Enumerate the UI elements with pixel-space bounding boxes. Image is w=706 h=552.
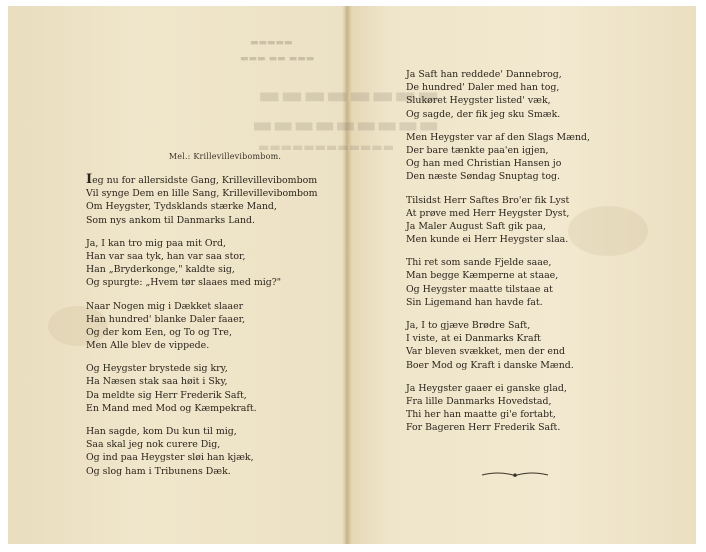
stanza-gap xyxy=(406,184,590,194)
stanza-gap xyxy=(86,290,318,300)
verse-line: Men kunde ei Herr Heygster slaa. xyxy=(406,234,569,246)
verse-line: At prøve med Herr Heygster Dyst, xyxy=(406,207,570,219)
verse-line: Han sagde, kom Du kun til mig, xyxy=(86,426,237,437)
stanza-gap xyxy=(406,246,590,256)
verse-line: Og sagde, der fik jeg sku Smæk. xyxy=(406,108,561,120)
stanza-gap xyxy=(406,121,590,131)
verse-line: Og ind paa Heygster sløi han kjæk, xyxy=(86,452,254,464)
verse-line: Og der kom Een, og To og Tre, xyxy=(86,326,232,338)
verse-line: Vil synge Dem en lille Sang, Krillevillevibombom xyxy=(86,188,318,200)
bleed-through-mark: ▬▬▬ ▬▬ ▬▬▬ xyxy=(240,54,315,64)
verse-line: Han var saa tyk, han var saa stor, xyxy=(86,250,246,262)
verse-line: Boer Mod og Kraft i danske Mænd. xyxy=(406,359,574,371)
verse-line: Den næste Søndag Snuptag tog. xyxy=(406,171,560,183)
verse-line: Var bleven svækket, men der end xyxy=(406,346,565,358)
bleed-through-mark: ▬▬▬▬▬ xyxy=(250,38,293,48)
verse-line: Og spurgte: „Hvem tør slaaes med mig?" xyxy=(86,277,282,289)
verse-line: Tilsidst Herr Saftes Bro'er fik Lyst xyxy=(406,194,570,206)
verse-line: Sin Ligemand han havde fat. xyxy=(406,296,543,308)
left-verse-column xyxy=(86,174,318,478)
verse-line: Naar Nogen mig i Dækket slaaer xyxy=(86,300,244,312)
verse-line: Saa skal jeg nok curere Dig, xyxy=(86,439,221,451)
verse-line: Der bare tænkte paa'en igjen, xyxy=(406,144,549,156)
verse-line: Og han med Christian Hansen jo xyxy=(406,158,562,170)
stanza-gap xyxy=(86,352,318,362)
verse-line: I viste, at ei Danmarks Kraft xyxy=(406,333,541,345)
verse-line: Thi her han maatte gi'e fortabt, xyxy=(406,409,556,421)
verse-line: Ja, I to gjæve Brødre Saft, xyxy=(406,320,531,331)
center-fold xyxy=(342,6,352,544)
verse-line xyxy=(86,174,318,187)
verse-line: Da meldte sig Herr Frederik Saft, xyxy=(86,389,247,401)
verse-line: Han „Bryderkonge," kaldte sig, xyxy=(86,264,235,276)
verse-line: Fra lille Danmarks Hovedstad, xyxy=(406,395,552,407)
stanza-gap xyxy=(86,415,318,425)
verse-line: Thi ret som sande Fjelde saae, xyxy=(406,257,552,269)
verse-line: Og Heygster maatte tilstaae at xyxy=(406,283,553,295)
drop-initial: I xyxy=(86,172,93,187)
verse-line: Ja Heygster gaaer ei ganske glad, xyxy=(406,382,567,394)
melody-subtitle: Mel.: Krillevillevibombom. xyxy=(168,152,282,161)
verse-line: Slukøret Heygster listed' væk, xyxy=(406,95,551,107)
verse-line: Ja Maler August Saft gik paa, xyxy=(406,220,546,232)
verse-line: Og Heygster brystede sig kry, xyxy=(86,363,228,375)
stanza-gap xyxy=(406,309,590,319)
verse-line: Man begge Kæmperne at staae, xyxy=(406,270,559,282)
verse-line: Ja, I kan tro mig paa mit Ord, xyxy=(86,237,226,249)
verse-line: Som nys ankom til Danmarks Land. xyxy=(86,214,256,226)
verse-line: De hundred' Daler med han tog, xyxy=(406,82,560,94)
verse-line: Og slog ham i Tribunens Dæk. xyxy=(86,465,231,477)
verse-line-text: eg nu for allersidste Gang, Krillevillevibombom xyxy=(92,175,318,186)
stanza-gap xyxy=(406,372,590,382)
verse-line: Om Heygster, Tydsklands stærke Mand, xyxy=(86,201,277,213)
stanza-gap xyxy=(86,227,318,237)
decorative-flourish-icon xyxy=(480,470,550,480)
verse-line: Han hundred' blanke Daler faaer, xyxy=(86,313,246,325)
verse-line: Men Heygster var af den Slags Mænd, xyxy=(406,131,590,143)
verse-line: Men Alle blev de vippede. xyxy=(86,340,210,352)
verse-line: For Bageren Herr Frederik Saft. xyxy=(406,422,561,434)
verse-line: Ha Næsen stak saa høit i Sky, xyxy=(86,376,228,388)
verse-line: Ja Saft han reddede' Dannebrog, xyxy=(406,69,562,80)
verse-line: En Mand med Mod og Kæmpekraft. xyxy=(86,402,257,414)
right-verse-column xyxy=(406,68,590,435)
